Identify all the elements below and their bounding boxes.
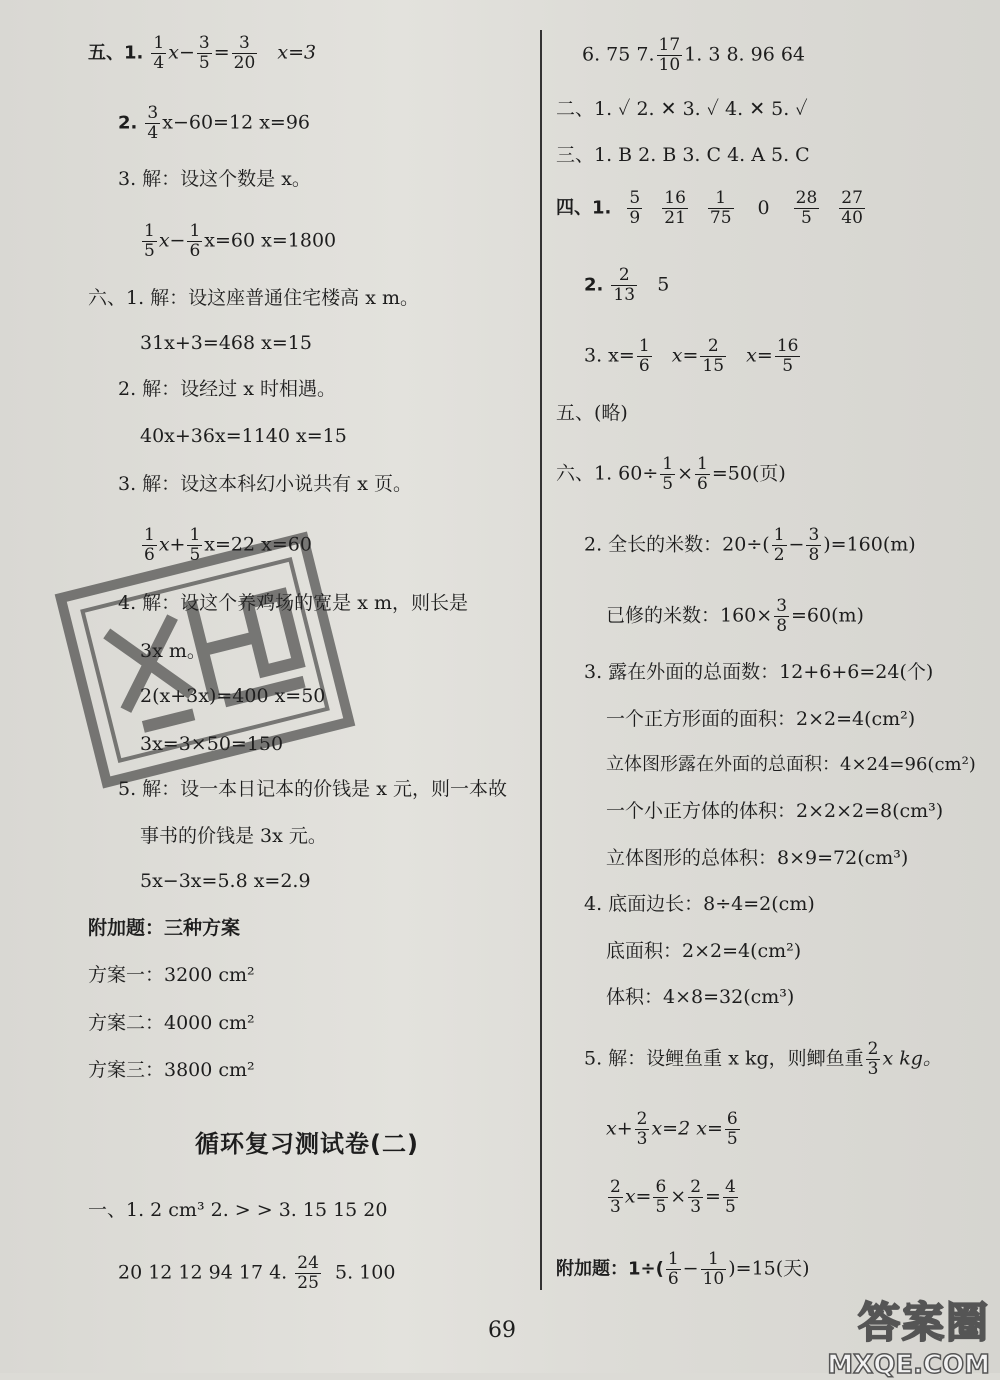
answer-line: 5x−3x=5.8 x=2.9 (140, 870, 311, 892)
answer-line: 3. 露在外面的总面数：12+6+6=24(个) (584, 661, 934, 683)
answer-line: 5. 解：设鲤鱼重 x kg，则鲫鱼重 $\frac{2}{3}$ x kg。 (584, 1039, 942, 1079)
answer-line: $\frac{1}{6}$ x+ $\frac{1}{5}$ x=22 x=60 (144, 525, 312, 565)
answer-line: 2. $\frac{2}{13}$ 5 (584, 265, 670, 305)
answer-line: 三、1. B 2. B 3. C 4. A 5. C (556, 144, 810, 166)
bonus-heading: 附加题：三种方案 (88, 917, 241, 939)
answer-line: 立体图形的总体积：8×9=72(cm³) (606, 847, 909, 869)
answer-line: 2. 解：设经过 x 时相遇。 (118, 378, 336, 400)
answer-line: 2(x+3x)=400 x=50 (140, 685, 326, 707)
answer-line: $\frac{1}{5}$ x− $\frac{1}{6}$ x=60 x=1800 (144, 221, 337, 261)
fraction-value: $\frac{1}{75}$ (709, 188, 732, 228)
page-number: 69 (488, 1318, 516, 1343)
answer-line: 二、1. ✓ 2. ✕ 3. ✓ 4. ✕ 5. ✓ (556, 98, 808, 120)
answer-line: 事书的价钱是 3x 元。 (140, 825, 327, 847)
fraction-value: $\frac{5}{9}$ (629, 188, 641, 228)
answer-line: 2. 全长的米数：20÷( $\frac{1}{2}$ − $\frac{3}{8}$ )=160(m) (584, 525, 916, 565)
answer-line: 3. 解：设这本科幻小说共有 x 页。 (118, 473, 412, 495)
answer-line: 六、1. 60÷ $\frac{1}{5}$ × $\frac{1}{6}$ =50(页) (556, 454, 786, 494)
answer-line: 5. 解：设一本日记本的价钱是 x 元，则一本故 (118, 778, 507, 800)
answer-line: 31x+3=468 x=15 (140, 332, 312, 354)
answer-line: 方案三：3800 cm² (88, 1059, 255, 1081)
column-divider (540, 30, 542, 1290)
fraction-value: $\frac{16}{21}$ (664, 188, 686, 228)
answer-line: 方案一：3200 cm² (88, 964, 255, 986)
answer-line: 2. $\frac{3}{4}$ x−60=12 x=96 (118, 103, 311, 143)
answer-line: 附加题：1÷( $\frac{1}{6}$ − $\frac{1}{10}$ )=15(天) (556, 1249, 810, 1289)
answer-line: 立体图形露在外面的总面积：4×24=96(cm²) (606, 754, 976, 775)
answer-line: 已修的米数：160× $\frac{3}{8}$ =60(m) (606, 596, 864, 636)
answer-line: 五、1. $\frac{1}{4}$ x− $\frac{3}{5}$ = $\frac{3}{20}$ x=3 (88, 33, 317, 73)
answer-line: 一个正方形面的面积：2×2=4(cm²) (606, 708, 916, 730)
answer-line: 一个小正方体的体积：2×2×2=8(cm³) (606, 800, 944, 822)
answer-line: 4. 底面边长：8÷4=2(cm) (584, 893, 815, 915)
watermark: 答案圈 MXQE.COM (827, 1298, 990, 1380)
fraction-value: $\frac{28}{5}$ (795, 188, 818, 228)
fraction-value: 0 (757, 196, 770, 219)
answer-line: 一、1. 2 cm³ 2. > > 3. 15 15 20 (88, 1199, 388, 1221)
stamp-icon (40, 525, 370, 795)
answer-line: 4. 解：设这个养鸡场的宽是 x m，则长是 (118, 592, 468, 614)
answer-line: 3x m。 (140, 640, 206, 662)
answer-line: 五、(略) (556, 402, 628, 424)
answer-line: 3. 解：设这个数是 x。 (118, 168, 311, 190)
answer-line: 3x=3×50=150 (140, 733, 284, 755)
answer-line: 底面积：2×2=4(cm²) (606, 940, 802, 962)
answer-line: 六、1. 解：设这座普通住宅楼高 x m。 (88, 287, 419, 309)
answer-line: x+ $\frac{2}{3}$ x=2 x= $\frac{6}{5}$ (606, 1109, 738, 1149)
answer-line: 20 12 12 94 17 4. $\frac{24}{25}$ 5. 100 (118, 1253, 396, 1293)
answer-line: 四、1. $\frac{5}{9}$ $\frac{16}{21}$ $\frac{1}{75}$ 0 $\frac{28}{5}$ $\frac{27}{40}$ (556, 189, 875, 228)
section-title: 循环复习测试卷(二) (195, 1130, 419, 1158)
answer-line: 40x+36x=1140 x=15 (140, 425, 347, 447)
answer-line: 方案二：4000 cm² (88, 1012, 255, 1034)
answer-line: 6. 75 7. $\frac{17}{10}$ 1. 3 8. 96 64 (582, 35, 806, 75)
answer-line: 体积：4×8=32(cm³) (606, 986, 795, 1008)
fraction-value: $\frac{27}{40}$ (841, 188, 863, 228)
answer-line: 3. x= $\frac{1}{6}$ x= $\frac{2}{15}$ x= $\frac{16}{5}$ (584, 336, 799, 376)
answer-line: $\frac{2}{3}$ x= $\frac{6}{5}$ × $\frac{2}{3}$ = $\frac{4}{5}$ (610, 1177, 736, 1217)
